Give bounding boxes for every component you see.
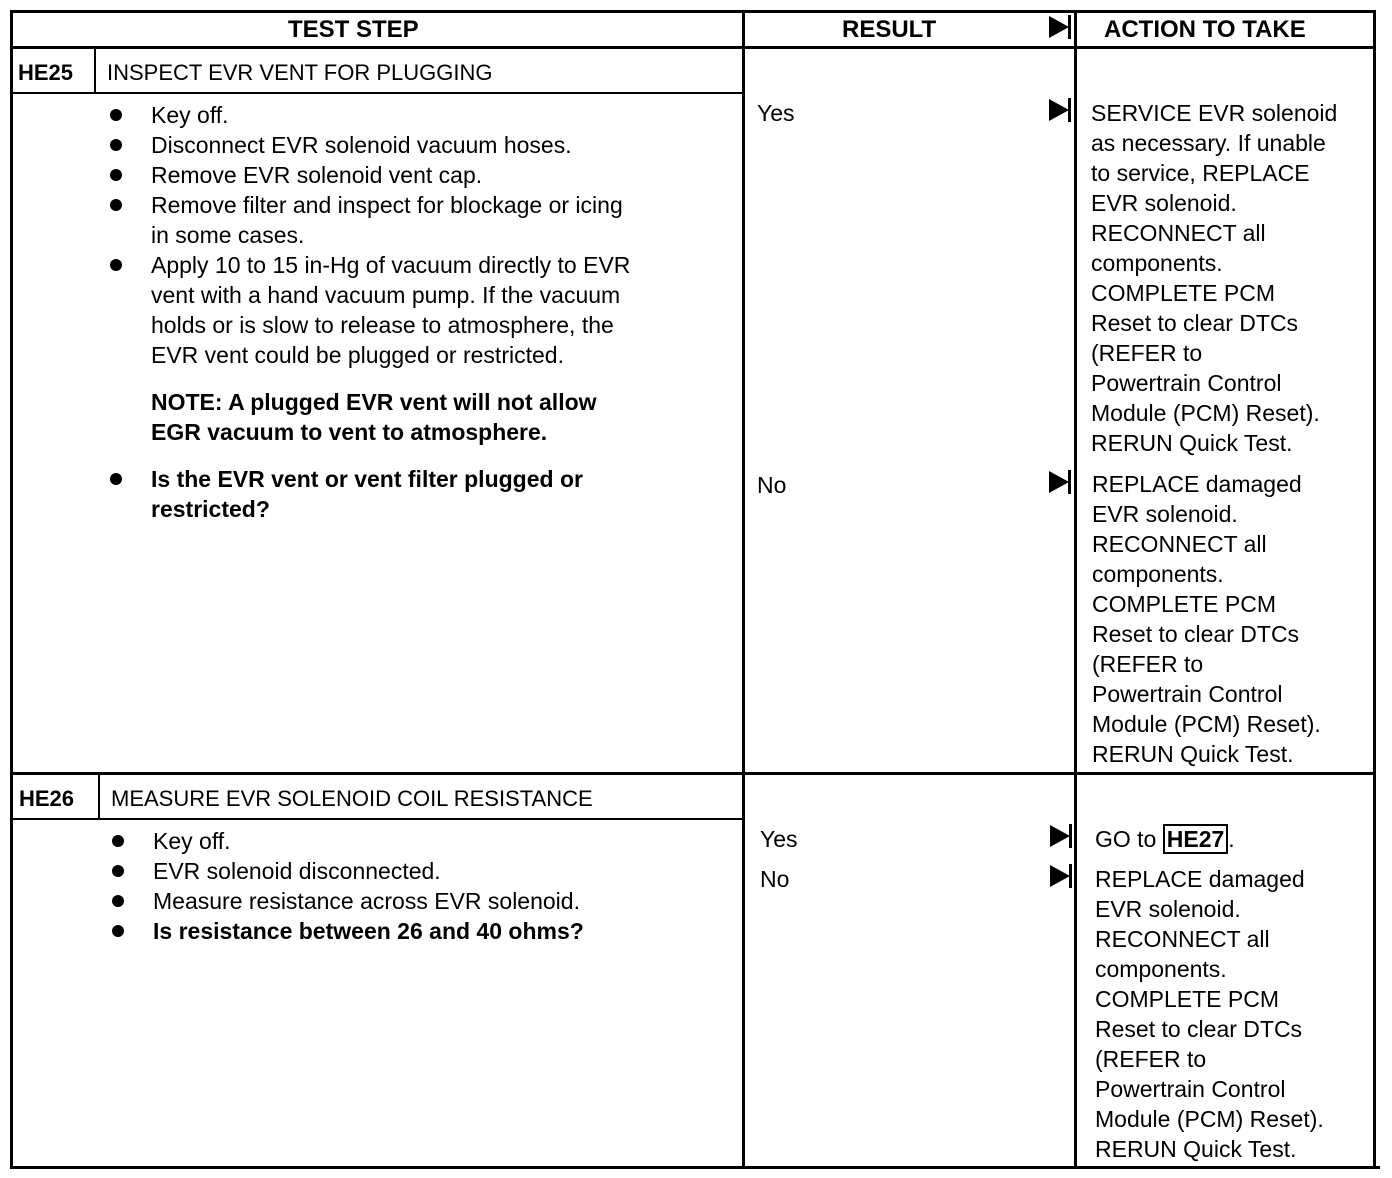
result-yes: Yes <box>757 100 795 126</box>
action-line: Powertrain Control <box>1091 370 1282 396</box>
bullet-icon <box>110 139 122 151</box>
action-line: EVR solenoid. <box>1095 896 1241 922</box>
bullet-icon <box>110 259 122 271</box>
bullet-icon <box>112 835 124 847</box>
action-line: Module (PCM) Reset). <box>1095 1106 1324 1132</box>
he25-title-underline <box>10 92 743 94</box>
action-line: COMPLETE PCM <box>1092 591 1277 617</box>
step-instruction-cont: holds or is slow to release to atmosphere, the <box>151 312 614 338</box>
bullet-icon <box>110 199 122 211</box>
step-instruction: Remove filter and inspect for blockage or icing <box>151 192 623 218</box>
action-line: (REFER to <box>1092 651 1204 677</box>
step-question: restricted? <box>151 496 270 522</box>
bullet-icon <box>110 109 122 121</box>
header-divider <box>10 46 1376 49</box>
action-line: RERUN Quick Test. <box>1092 741 1294 767</box>
he25-id-divider <box>94 49 96 93</box>
header-result: RESULT <box>842 16 937 43</box>
step-reference-link[interactable]: HE27 <box>1163 824 1229 854</box>
action-line: Reset to clear DTCs <box>1091 310 1299 336</box>
step-instruction: EVR solenoid disconnected. <box>153 858 441 884</box>
step-instruction: Key off. <box>153 828 231 854</box>
column-divider-result <box>742 10 745 1169</box>
result-yes: Yes <box>760 826 798 852</box>
step-id: HE25 <box>18 60 74 85</box>
action-line: COMPLETE PCM <box>1091 280 1276 306</box>
action-go-to: GO to <box>1095 826 1157 852</box>
step-instruction: Measure resistance across EVR solenoid. <box>153 888 580 914</box>
step-instruction: Disconnect EVR solenoid vacuum hoses. <box>151 132 572 158</box>
table-border-left <box>10 10 13 1169</box>
step-instruction: Key off. <box>151 102 229 128</box>
table-border-bottom <box>10 1166 1380 1169</box>
action-line: components. <box>1091 250 1223 276</box>
header-action: ACTION TO TAKE <box>1104 16 1306 43</box>
action-line: RERUN Quick Test. <box>1091 430 1293 456</box>
action-line: as necessary. If unable <box>1091 130 1326 156</box>
action-line: COMPLETE PCM <box>1095 986 1280 1012</box>
action-line: (REFER to <box>1095 1046 1207 1072</box>
bullet-icon <box>110 473 122 485</box>
step-instruction-cont: in some cases. <box>151 222 305 248</box>
bullet-icon <box>112 895 124 907</box>
action-line: Powertrain Control <box>1095 1076 1286 1102</box>
step-title: MEASURE EVR SOLENOID COIL RESISTANCE <box>111 786 593 811</box>
action-line: components. <box>1092 561 1224 587</box>
action-line: REPLACE damaged <box>1095 866 1305 892</box>
bullet-icon <box>110 169 122 181</box>
step-question: Is the EVR vent or vent filter plugged or <box>151 466 583 492</box>
step-note: EGR vacuum to vent to atmosphere. <box>151 419 548 445</box>
action-line: Powertrain Control <box>1092 681 1283 707</box>
step-note: NOTE: A plugged EVR vent will not allow <box>151 389 597 415</box>
action-line: EVR solenoid. <box>1092 501 1238 527</box>
table-border-top <box>10 10 1376 13</box>
step-question: Is resistance between 26 and 40 ohms? <box>153 918 584 944</box>
action-line <box>1095 824 1235 854</box>
action-line: RECONNECT all <box>1091 220 1266 246</box>
action-line: Module (PCM) Reset). <box>1092 711 1321 737</box>
bullet-icon <box>112 865 124 877</box>
step-instruction-cont: vent with a hand vacuum pump. If the vacuum <box>151 282 621 308</box>
result-no: No <box>757 472 787 498</box>
step-instruction-cont: EVR vent could be plugged or restricted. <box>151 342 564 368</box>
column-divider-action <box>1074 10 1077 1169</box>
header-test-step: TEST STEP <box>288 16 419 43</box>
action-line: RECONNECT all <box>1092 531 1267 557</box>
he26-id-divider <box>98 775 100 819</box>
he26-title-underline <box>10 818 743 820</box>
action-line: Reset to clear DTCs <box>1095 1016 1303 1042</box>
result-no: No <box>760 866 790 892</box>
step-instruction: Apply 10 to 15 in-Hg of vacuum directly to EVR <box>151 252 631 278</box>
action-line: RECONNECT all <box>1095 926 1270 952</box>
action-line: REPLACE damaged <box>1092 471 1302 497</box>
table-border-right <box>1373 10 1376 1169</box>
action-line: Module (PCM) Reset). <box>1091 400 1320 426</box>
action-line: to service, REPLACE <box>1091 160 1310 186</box>
step-instruction: Remove EVR solenoid vent cap. <box>151 162 483 188</box>
step-id: HE26 <box>19 786 75 811</box>
action-line: SERVICE EVR solenoid <box>1091 100 1338 126</box>
step-divider <box>10 772 1376 775</box>
action-line: Reset to clear DTCs <box>1092 621 1300 647</box>
step-title: INSPECT EVR VENT FOR PLUGGING <box>107 60 493 85</box>
action-period: . <box>1228 826 1235 852</box>
action-line: EVR solenoid. <box>1091 190 1237 216</box>
bullet-icon <box>112 925 124 937</box>
action-line: (REFER to <box>1091 340 1203 366</box>
action-line: RERUN Quick Test. <box>1095 1136 1297 1162</box>
action-line: components. <box>1095 956 1227 982</box>
